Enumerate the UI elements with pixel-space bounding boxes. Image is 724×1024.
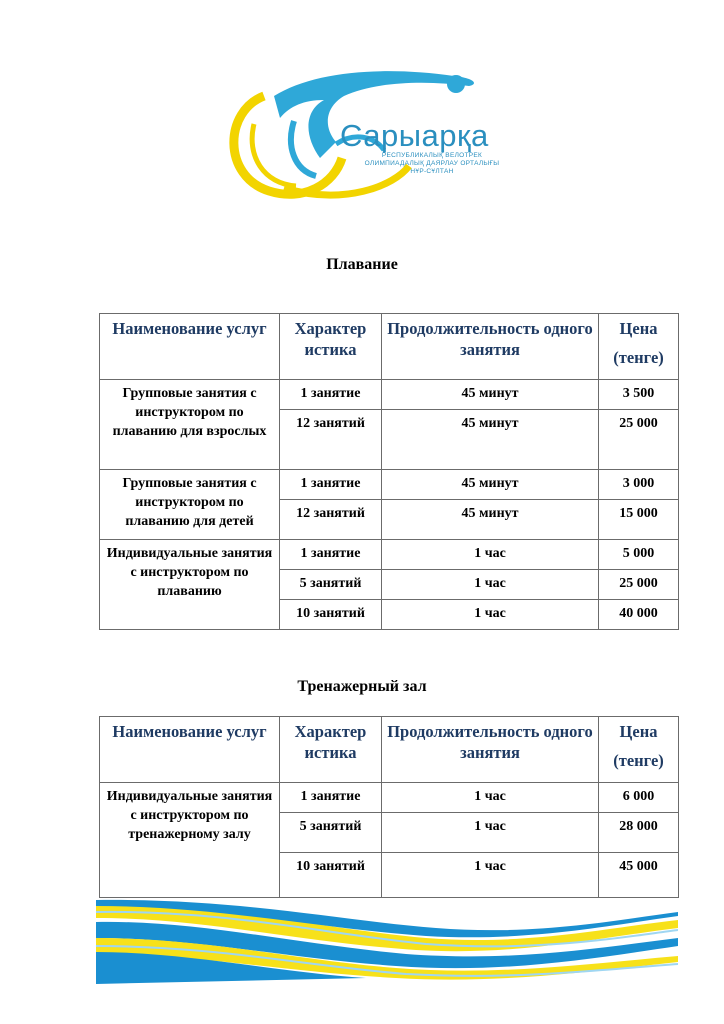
logo-subtitle-line: ОЛИМПИАДАЛЫҚ ДАЯРЛАУ ОРТАЛЫҒЫ bbox=[364, 160, 500, 167]
header-price-line: Цена bbox=[619, 722, 658, 741]
price-cell: 40 000 bbox=[599, 600, 679, 630]
duration-cell: 1 час bbox=[382, 600, 599, 630]
price-cell: 5 000 bbox=[599, 540, 679, 570]
service-cell: Индивидуальные занятия с инструктором по тренажерному залу bbox=[100, 783, 280, 898]
swimming-price-table bbox=[99, 313, 679, 630]
table-header-row bbox=[100, 314, 679, 380]
type-cell: 1 занятие bbox=[280, 783, 382, 813]
header-service: Наименование услуг bbox=[100, 314, 280, 380]
duration-cell: 1 час bbox=[382, 783, 599, 813]
type-cell: 5 занятий bbox=[280, 570, 382, 600]
type-cell: 10 занятий bbox=[280, 853, 382, 898]
price-cell: 3 500 bbox=[599, 380, 679, 410]
price-cell: 45 000 bbox=[599, 853, 679, 898]
duration-cell: 45 минут bbox=[382, 500, 599, 540]
decorative-waves-icon bbox=[96, 898, 678, 984]
duration-cell: 1 час bbox=[382, 813, 599, 853]
logo-wordmark: Сарыарқа bbox=[340, 118, 489, 153]
service-cell: Групповые занятия с инструктором по плаванию для детей bbox=[100, 470, 280, 540]
header-type-line: истика bbox=[304, 340, 357, 359]
header-duration: Продолжительность одного занятия bbox=[382, 314, 599, 380]
header-price-line: Цена bbox=[619, 319, 658, 338]
price-cell: 6 000 bbox=[599, 783, 679, 813]
header-type-line: истика bbox=[304, 743, 357, 762]
duration-cell: 45 минут bbox=[382, 410, 599, 470]
duration-cell: 1 час bbox=[382, 570, 599, 600]
service-cell: Индивидуальные занятия с инструктором по плаванию bbox=[100, 540, 280, 630]
swimming-title: Плавание bbox=[326, 256, 398, 273]
header-type-line: Характер bbox=[294, 319, 367, 338]
gym-title: Тренажерный зал bbox=[297, 678, 427, 695]
price-cell: 28 000 bbox=[599, 813, 679, 853]
price-cell: 15 000 bbox=[599, 500, 679, 540]
price-cell: 25 000 bbox=[599, 570, 679, 600]
table-row bbox=[100, 470, 679, 500]
type-cell: 5 занятий bbox=[280, 813, 382, 853]
duration-cell: 1 час bbox=[382, 540, 599, 570]
service-cell: Групповые занятия с инструктором по плаванию для взрослых bbox=[100, 380, 280, 470]
type-cell: 10 занятий bbox=[280, 600, 382, 630]
header-type-line: Характер bbox=[294, 722, 367, 741]
type-cell: 1 занятие bbox=[280, 380, 382, 410]
type-cell: 12 занятий bbox=[280, 500, 382, 540]
logo-subtitle bbox=[342, 152, 522, 176]
table-header-row bbox=[100, 717, 679, 783]
price-cell: 3 000 bbox=[599, 470, 679, 500]
header-type bbox=[280, 717, 382, 783]
header-price-line: (тенге) bbox=[613, 348, 664, 367]
logo-subtitle-line: НҰР-СҰЛТАН bbox=[410, 168, 454, 175]
duration-cell: 45 минут bbox=[382, 380, 599, 410]
header-price bbox=[599, 717, 679, 783]
type-cell: 1 занятие bbox=[280, 540, 382, 570]
header-price-line: (тенге) bbox=[613, 751, 664, 770]
header-price bbox=[599, 314, 679, 380]
duration-cell: 45 минут bbox=[382, 470, 599, 500]
table-row bbox=[100, 783, 679, 813]
type-cell: 1 занятие bbox=[280, 470, 382, 500]
price-cell: 25 000 bbox=[599, 410, 679, 470]
table-row bbox=[100, 540, 679, 570]
duration-cell: 1 час bbox=[382, 853, 599, 898]
table-row bbox=[100, 380, 679, 410]
logo-subtitle-line: РЕСПУБЛИКАЛЫҚ ВЕЛОТРЕК bbox=[381, 152, 483, 159]
gym-price-table bbox=[99, 716, 679, 898]
header-service: Наименование услуг bbox=[100, 717, 280, 783]
header-duration: Продолжительность одного занятия bbox=[382, 717, 599, 783]
type-cell: 12 занятий bbox=[280, 410, 382, 470]
header-type bbox=[280, 314, 382, 380]
